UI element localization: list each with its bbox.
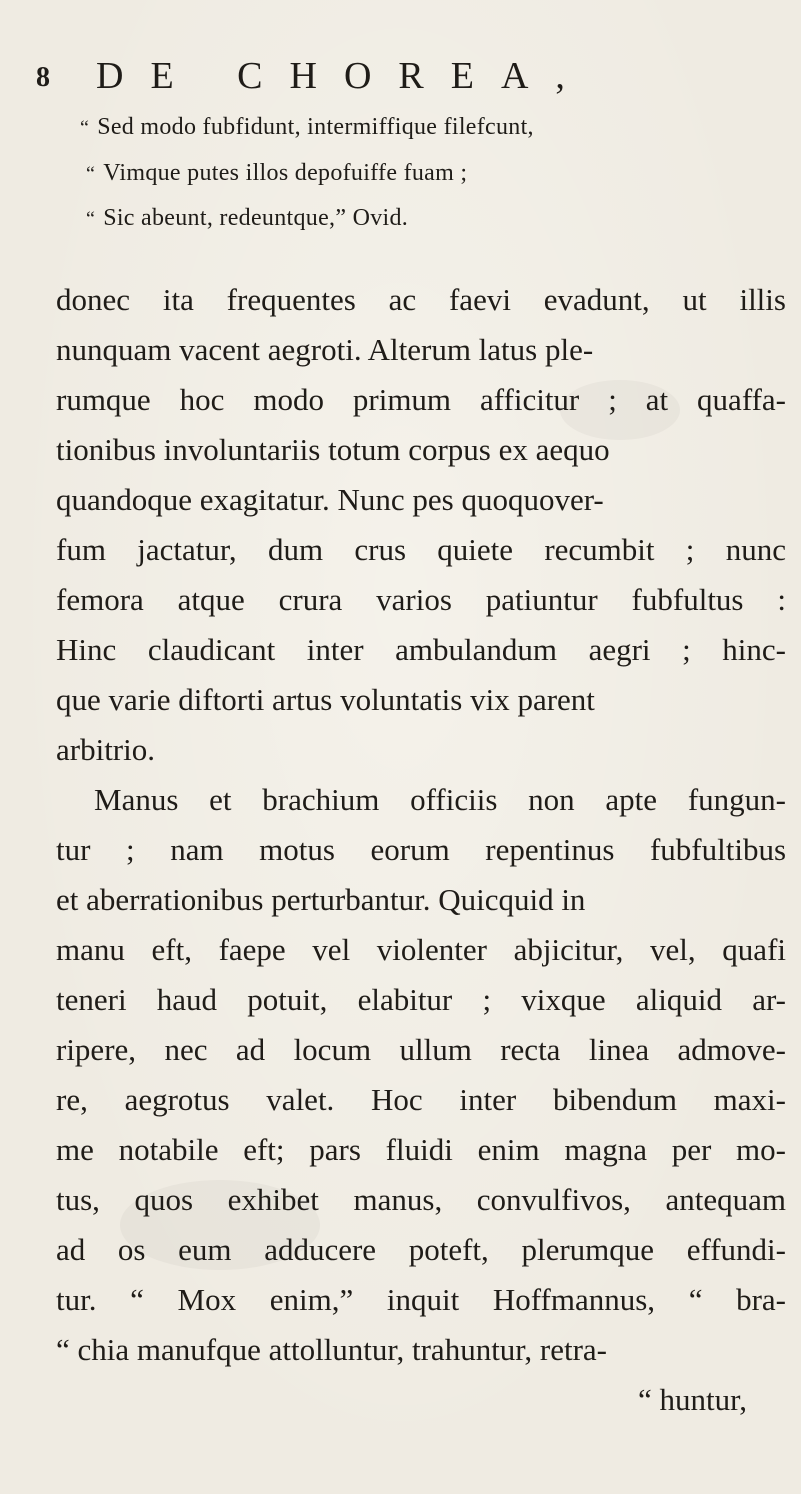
running-title: DE CHOREA, — [96, 55, 592, 97]
verse-line-text: Vimque putes illos depofuiffe fuam ; — [103, 160, 468, 186]
verse-line — [86, 205, 408, 232]
running-head — [0, 52, 801, 102]
text-line: quandoque exagitatur. Nunc pes quoquover- — [56, 482, 604, 517]
text-line: que varie diftorti artus voluntatis vix parent — [56, 682, 595, 717]
text-line: donec ita frequentes ac faevi evadunt, ut illis — [56, 282, 786, 317]
text-line: me notabile eft; pars fluidi enim magna per mo- — [56, 1132, 786, 1167]
text-line: ripere, nec ad locum ullum recta linea admove- — [56, 1032, 786, 1067]
text-line: ad os eum adducere poteft, plerumque effundi- — [56, 1232, 786, 1267]
text-line: teneri haud potuit, elabitur ; vixque aliquid ar- — [56, 982, 787, 1017]
text-line: tus, quos exhibet manus, convulfivos, antequam — [56, 1182, 786, 1217]
verse-line-text: Sed modo fubfidunt, intermiffique filefcunt, — [97, 114, 534, 140]
verse-line-text: Sic abeunt, redeuntque,” Ovid. — [103, 205, 409, 231]
text-line: tur ; nam motus eorum repentinus fubfultibus — [56, 832, 787, 867]
text-line: femora atque crura varios patiuntur fubfultus : — [56, 582, 786, 617]
text-line: Hinc claudicant inter ambulandum aegri ; hinc- — [56, 632, 786, 667]
verse-open-quote: “ — [86, 208, 96, 230]
verse-open-quote: “ — [86, 163, 96, 185]
text-line: tionibus involuntariis totum corpus ex aequo — [56, 432, 610, 467]
text-line: re, aegrotus valet. Hoc inter bibendum maxi- — [56, 1082, 786, 1117]
catchword: “ huntur, — [638, 1382, 747, 1417]
text-line: “ chia manufque attolluntur, trahuntur, retra- — [56, 1332, 607, 1367]
text-line: arbitrio. — [56, 732, 155, 767]
text-line: nunquam vacent aegroti. Alterum latus ple- — [56, 332, 594, 367]
verse-line — [86, 160, 467, 187]
verse-line — [80, 114, 534, 141]
text-line: rumque hoc modo primum afficitur ; at quaffa- — [56, 382, 786, 417]
verse-open-quote: “ — [80, 117, 90, 139]
page-number: 8 — [36, 62, 50, 93]
paragraph-first-line: Manus et brachium officiis non apte fungun- — [94, 782, 786, 817]
text-line: tur. “ Mox enim,” inquit Hoffmannus, “ bra- — [56, 1282, 787, 1317]
text-line: fum jactatur, dum crus quiete recumbit ; nunc — [56, 532, 786, 567]
text-line: manu eft, faepe vel violenter abjicitur, vel, quafi — [56, 932, 786, 967]
text-line: et aberrationibus perturbantur. Quicquid in — [56, 882, 586, 917]
